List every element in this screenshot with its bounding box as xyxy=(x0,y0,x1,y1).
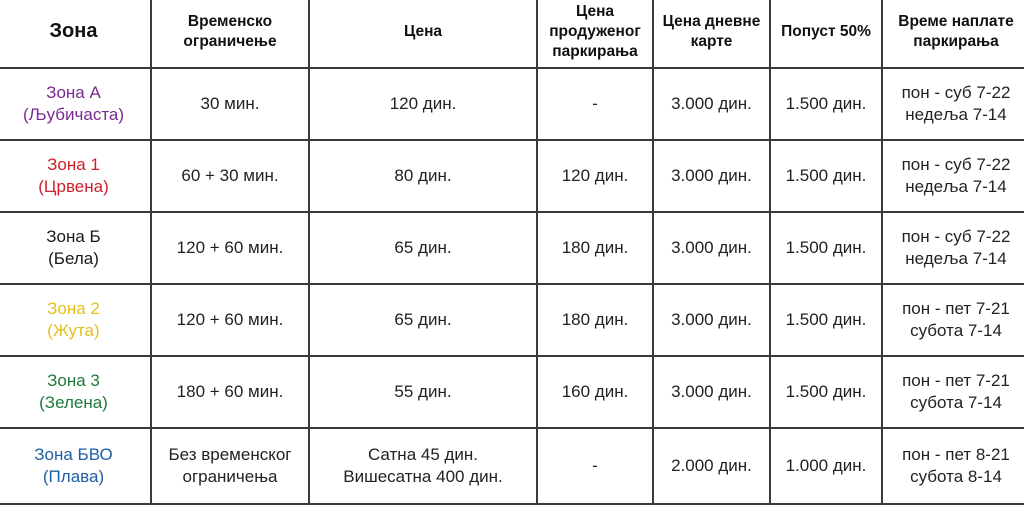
table-row xyxy=(0,356,1024,428)
hours-cell-line: пон - суб 7-22 xyxy=(901,227,1011,247)
header-extended-price xyxy=(537,0,653,68)
hours-cell-line: субота 7-14 xyxy=(910,393,1002,412)
price-cell xyxy=(309,356,537,428)
hours-cell xyxy=(882,68,1024,140)
price-cell-line: 80 дин. xyxy=(394,166,452,186)
zone-cell xyxy=(0,356,151,428)
hours-cell xyxy=(882,428,1024,504)
extended-price-cell-line: - xyxy=(592,94,598,114)
discount-cell xyxy=(770,284,882,356)
time-limit-cell-line: 30 мин. xyxy=(200,94,260,114)
extended-price-cell-line: - xyxy=(592,456,598,476)
time-limit-cell-line: 120 + 60 мин. xyxy=(176,310,284,330)
zone-cell-line: Зона 1 xyxy=(47,155,100,175)
header-day-ticket xyxy=(653,0,770,68)
time-limit-cell xyxy=(151,284,309,356)
price-cell-line: 65 дин. xyxy=(394,238,452,258)
price-cell-line: 55 дин. xyxy=(394,382,452,402)
price-cell-line: 65 дин. xyxy=(394,310,452,330)
zone-cell-line: (Зелена) xyxy=(39,393,108,412)
hours-cell-line: недеља 7-14 xyxy=(905,249,1007,268)
price-cell xyxy=(309,68,537,140)
discount-cell-line: 1.500 дин. xyxy=(785,310,867,330)
table-row xyxy=(0,140,1024,212)
price-cell-line: Вишесатна 400 дин. xyxy=(343,467,503,486)
zone-cell xyxy=(0,68,151,140)
day-ticket-cell xyxy=(653,68,770,140)
day-ticket-cell-line: 3.000 дин. xyxy=(671,94,752,114)
discount-cell-line: 1.500 дин. xyxy=(785,382,867,402)
discount-cell-line: 1.500 дин. xyxy=(785,238,867,258)
table-header-row xyxy=(0,0,1024,68)
hours-cell-line: пон - пет 7-21 xyxy=(902,299,1010,319)
discount-cell-line: 1.500 дин. xyxy=(785,166,867,186)
header-zone-line: Зона xyxy=(49,20,98,43)
zone-cell-line: (Црвена) xyxy=(38,177,109,196)
extended-price-cell xyxy=(537,284,653,356)
header-time-limit-line-2: ограничење xyxy=(183,33,277,50)
day-ticket-cell-line: 3.000 дин. xyxy=(671,310,752,330)
header-zone xyxy=(0,0,151,68)
day-ticket-cell-line: 3.000 дин. xyxy=(671,382,752,402)
zone-cell xyxy=(0,284,151,356)
extended-price-cell xyxy=(537,68,653,140)
hours-cell-line: пон - суб 7-22 xyxy=(901,155,1011,175)
time-limit-cell xyxy=(151,212,309,284)
price-cell xyxy=(309,140,537,212)
price-cell-line: Сатна 45 дин. xyxy=(367,445,479,465)
header-price-line: Цена xyxy=(403,23,443,41)
hours-cell-line: пон - пет 8-21 xyxy=(902,445,1010,465)
hours-cell xyxy=(882,140,1024,212)
time-limit-cell xyxy=(151,68,309,140)
zone-cell xyxy=(0,428,151,504)
zone-cell-line: (Жута) xyxy=(47,321,100,340)
table-row xyxy=(0,284,1024,356)
zone-cell-line: (Плава) xyxy=(42,467,105,486)
header-extended-price-line-1: Цена xyxy=(575,3,615,21)
time-limit-cell xyxy=(151,428,309,504)
hours-cell-line: пон - суб 7-22 xyxy=(901,83,1011,103)
price-cell xyxy=(309,284,537,356)
hours-cell-line: недеља 7-14 xyxy=(905,105,1007,124)
table-body xyxy=(0,68,1024,504)
time-limit-cell-line: Без временског xyxy=(168,445,292,465)
zone-cell-line: Зона 2 xyxy=(47,299,100,319)
zone-cell-line: Зона А xyxy=(46,83,101,103)
price-cell-line: 120 дин. xyxy=(389,94,457,114)
zone-cell xyxy=(0,140,151,212)
header-discount-line: Попуст 50% xyxy=(781,23,871,41)
time-limit-cell-line: ограничења xyxy=(182,467,278,486)
header-hours xyxy=(882,0,1024,68)
extended-price-cell xyxy=(537,140,653,212)
hours-cell xyxy=(882,212,1024,284)
hours-cell xyxy=(882,284,1024,356)
time-limit-cell xyxy=(151,140,309,212)
extended-price-cell xyxy=(537,212,653,284)
hours-cell xyxy=(882,356,1024,428)
discount-cell xyxy=(770,68,882,140)
header-hours-line-2: паркирања xyxy=(913,33,999,50)
price-cell xyxy=(309,212,537,284)
zone-cell-line: (Бела) xyxy=(48,249,99,268)
table-row xyxy=(0,68,1024,140)
discount-cell xyxy=(770,356,882,428)
time-limit-cell-line: 60 + 30 мин. xyxy=(181,166,279,186)
header-extended-price-line-2: продуженог xyxy=(549,23,641,41)
header-time-limit xyxy=(151,0,309,68)
header-day-ticket-line-2: карте xyxy=(690,33,733,50)
hours-cell-line: субота 7-14 xyxy=(910,321,1002,340)
discount-cell xyxy=(770,428,882,504)
zone-cell-line: (Љубичаста) xyxy=(22,105,125,124)
hours-cell-line: субота 8-14 xyxy=(910,467,1002,486)
zone-cell-line: Зона 3 xyxy=(47,371,100,391)
day-ticket-cell-line: 3.000 дин. xyxy=(671,166,752,186)
header-time-limit-line-1: Временско xyxy=(187,13,273,31)
discount-cell xyxy=(770,140,882,212)
extended-price-cell-line: 180 дин. xyxy=(561,310,629,330)
hours-cell-line: недеља 7-14 xyxy=(905,177,1007,196)
day-ticket-cell-line: 3.000 дин. xyxy=(671,238,752,258)
hours-cell-line: пон - пет 7-21 xyxy=(902,371,1010,391)
time-limit-cell-line: 180 + 60 мин. xyxy=(176,382,284,402)
day-ticket-cell xyxy=(653,140,770,212)
time-limit-cell-line: 120 + 60 мин. xyxy=(176,238,284,258)
discount-cell xyxy=(770,212,882,284)
extended-price-cell-line: 160 дин. xyxy=(561,382,629,402)
day-ticket-cell xyxy=(653,284,770,356)
header-day-ticket-line-1: Цена дневне xyxy=(662,13,761,31)
day-ticket-cell-line: 2.000 дин. xyxy=(671,456,752,476)
extended-price-cell-line: 180 дин. xyxy=(561,238,629,258)
price-cell xyxy=(309,428,537,504)
day-ticket-cell xyxy=(653,428,770,504)
discount-cell-line: 1.500 дин. xyxy=(785,94,867,114)
extended-price-cell xyxy=(537,428,653,504)
day-ticket-cell xyxy=(653,356,770,428)
extended-price-cell-line: 120 дин. xyxy=(561,166,629,186)
table-row xyxy=(0,428,1024,504)
header-price xyxy=(309,0,537,68)
header-extended-price-line-3: паркирања xyxy=(552,42,638,60)
day-ticket-cell xyxy=(653,212,770,284)
zone-cell-line: Зона БВО xyxy=(34,445,113,465)
zone-cell xyxy=(0,212,151,284)
table-row xyxy=(0,212,1024,284)
time-limit-cell xyxy=(151,356,309,428)
header-hours-line-1: Време наплате xyxy=(898,13,1014,31)
zone-cell-line: Зона Б xyxy=(46,227,101,247)
header-discount xyxy=(770,0,882,68)
extended-price-cell xyxy=(537,356,653,428)
discount-cell-line: 1.000 дин. xyxy=(785,456,867,476)
